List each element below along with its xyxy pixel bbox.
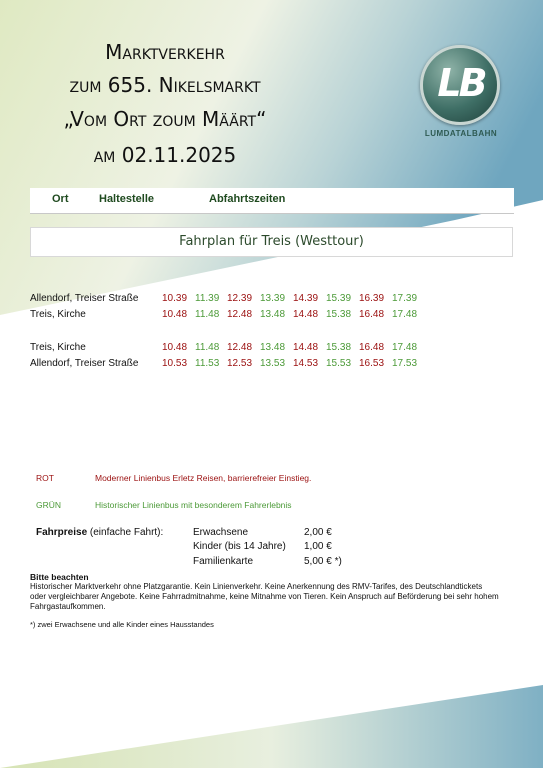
header-haltestelle: Haltestelle xyxy=(99,193,155,205)
title-line-4: am 02.11.2025 xyxy=(93,143,237,167)
departure-time: 17.53 xyxy=(392,358,418,369)
header-ort: Ort xyxy=(52,193,69,205)
title-line-2: zum 655. Nikelsmarkt xyxy=(69,73,261,97)
departure-time: 14.39 xyxy=(293,293,319,304)
departure-time: 12.39 xyxy=(227,293,253,304)
departure-time: 16.39 xyxy=(359,293,385,304)
departure-time: 12.48 xyxy=(227,342,253,353)
departure-time: 14.48 xyxy=(293,309,319,320)
fare-price-family: 5,00 € *) xyxy=(304,556,342,567)
departure-time: 12.48 xyxy=(227,309,253,320)
departure-time: 12.53 xyxy=(227,358,253,369)
fare-name-child: Kinder (bis 14 Jahre) xyxy=(193,541,286,552)
logo-letters: LB xyxy=(437,61,485,105)
stop-name: Allendorf, Treiser Straße xyxy=(30,293,139,304)
departure-time: 15.39 xyxy=(326,293,352,304)
departure-time: 13.39 xyxy=(260,293,286,304)
departure-time: 16.48 xyxy=(359,309,385,320)
notes-body: Historischer Marktverkehr ohne Platzgarantie. Kein Linienverkehr. Keine Anerkennung des RMV-Tarifes, des Deutschlandtickets oder vergleichbarer Angebote. Keine Fahrradmitnahme, keine Mitnahme von Tieren. Kein Anspruch auf Beförderung bei sehr hohem Fahrgastaufkommen. xyxy=(30,582,499,611)
timetable-header xyxy=(30,188,514,214)
departure-time: 17.39 xyxy=(392,293,418,304)
departure-time: 13.48 xyxy=(260,309,286,320)
fare-price-adult: 2,00 € xyxy=(304,527,332,538)
fare-name-family: Familienkarte xyxy=(193,556,254,567)
header-abfahrtszeiten: Abfahrtszeiten xyxy=(209,193,286,205)
stop-name: Allendorf, Treiser Straße xyxy=(30,358,139,369)
departure-time: 10.48 xyxy=(162,309,188,320)
departure-time: 16.48 xyxy=(359,342,385,353)
departure-time: 11.48 xyxy=(195,309,220,320)
legend-rot-label: ROT xyxy=(36,473,54,483)
plan-title: Fahrplan für Treis (Westtour) xyxy=(30,227,513,257)
departure-time: 11.48 xyxy=(195,342,220,353)
departure-time: 11.53 xyxy=(195,358,220,369)
departure-time: 13.53 xyxy=(260,358,286,369)
notes-title: Bitte beachten xyxy=(30,572,89,582)
departure-time: 10.53 xyxy=(162,358,188,369)
departure-time: 13.48 xyxy=(260,342,286,353)
departure-time: 15.38 xyxy=(326,342,352,353)
fare-name-adult: Erwachsene xyxy=(193,527,249,538)
legend-gruen-text: Historischer Linienbus mit besonderem Fahrerlebnis xyxy=(95,500,292,510)
departure-time: 17.48 xyxy=(392,342,418,353)
departure-time: 14.48 xyxy=(293,342,319,353)
notes-footnote: *) zwei Erwachsene und alle Kinder eines Hausstandes xyxy=(30,620,214,629)
departure-time: 15.53 xyxy=(326,358,352,369)
lumdatalbahn-logo xyxy=(418,45,504,145)
logo-name: LUMDATALBAHN xyxy=(424,129,498,138)
departure-time: 17.48 xyxy=(392,309,418,320)
stop-name: Treis, Kirche xyxy=(30,309,86,320)
stop-name: Treis, Kirche xyxy=(30,342,86,353)
legend-gruen-label: GRÜN xyxy=(36,500,62,510)
fares-label: Fahrpreise (einfache Fahrt): xyxy=(36,527,164,538)
departure-time: 10.48 xyxy=(162,342,188,353)
departure-time: 16.53 xyxy=(359,358,385,369)
departure-time: 11.39 xyxy=(195,293,220,304)
departure-time: 15.38 xyxy=(326,309,352,320)
legend-rot-text: Moderner Linienbus Erletz Reisen, barrierefreier Einstieg. xyxy=(95,473,312,483)
title-line-1: Marktverkehr xyxy=(105,40,225,64)
title-line-3: „Vom Ort zoum Määrt“ xyxy=(63,107,267,131)
fare-price-child: 1,00 € xyxy=(304,541,332,552)
departure-time: 10.39 xyxy=(162,293,188,304)
departure-time: 14.53 xyxy=(293,358,319,369)
